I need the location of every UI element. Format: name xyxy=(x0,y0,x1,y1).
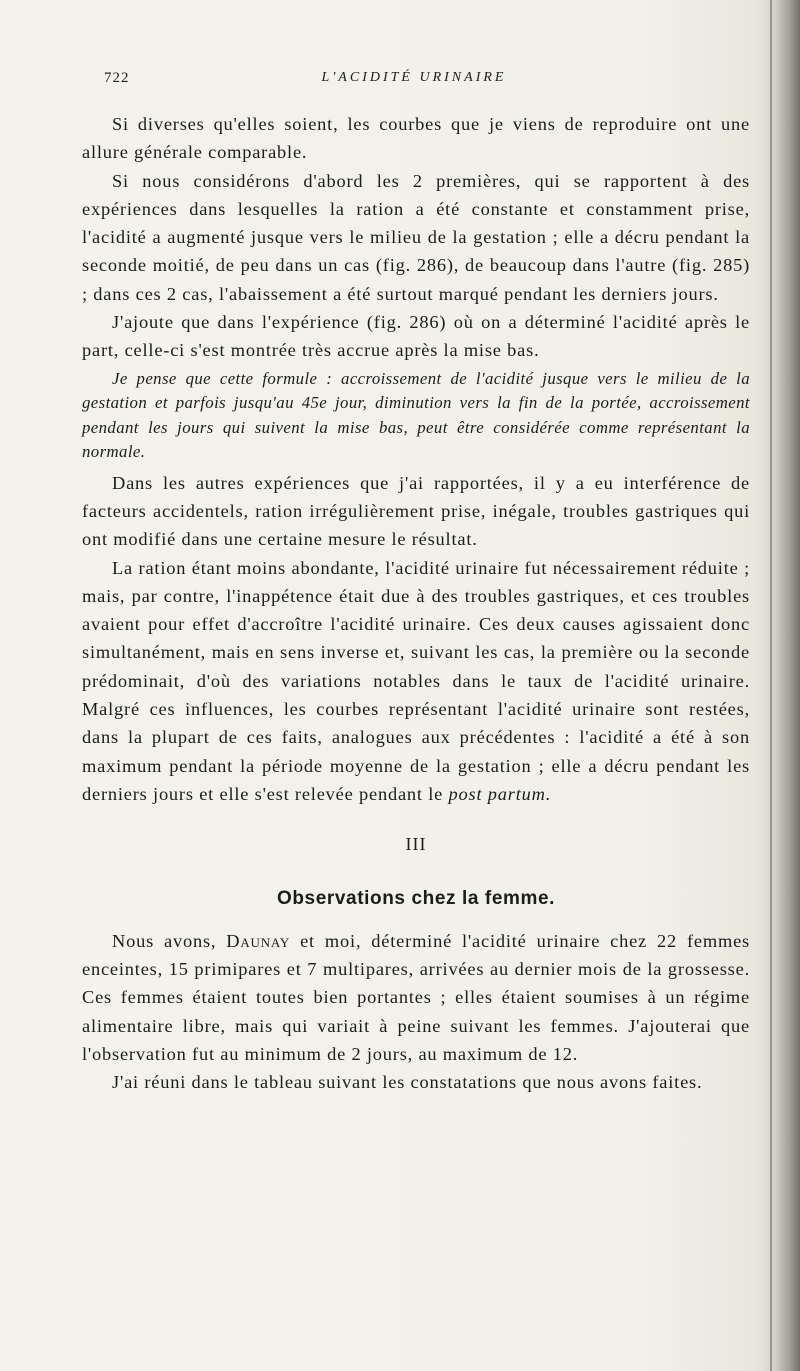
paragraph: Si nous considérons d'abord les 2 premières, qui se rapportent à des expériences dans lesquelles la ration a été constante et constamment prise, l'acidité a augmenté jusque vers le milieu de la gestation ; elle a décru pendant la seconde moitié, de peu dans un cas (fig. 286), de beaucoup dans l'autre (fig. 285) ; dans ces 2 cas, l'abaissement a été surtout marqué pendant les derniers jours. xyxy=(82,170,750,304)
page-header xyxy=(104,70,724,94)
running-title: L'ACIDITÉ URINAIRE xyxy=(321,70,507,85)
page-edge-line xyxy=(770,0,772,1371)
section-title: Observations chez la femme. xyxy=(276,887,556,909)
paragraph xyxy=(82,554,750,809)
paragraph xyxy=(82,927,750,1068)
section-number: III xyxy=(405,834,427,855)
page-number: 722 xyxy=(104,70,130,86)
paragraph-text: La ration étant moins abondante, l'acidité urinaire fut nécessairement réduite ; mais, par contre, l'inappétence était due à des troubles gastriques, et ces troubles avaient pour effet d'accroître l'acidité urinaire. Ces deux causes agissaient donc simultanément, mais en sens inverse et, suivant les cas, la première ou la seconde prédominait, d'où des variations notables dans le taux de l'acidité urinaire. Malgré ces influences, les courbes représentant l'acidité urinaire sont restées, dans la plupart de ces faits, analogues aux précédentes : l'acidité a été à son maximum pendant la période moyenne de la gestation ; elle a décru pendant les derniers jours et elle s'est relevée pendant xyxy=(82,557,750,804)
italic-paragraph: Je pense que cette formule : accroissement de l'acidité jusque vers le milieu de la gestation et parfois jusqu'au 45e jour, diminution vers la fin de la portée, accroissement pendant les jours qui suivent la mise bas, peut être considérée comme représentant la normale. xyxy=(82,368,750,462)
paragraph-text: Nous avons, xyxy=(112,930,217,951)
italic-term: post partum. xyxy=(448,783,552,804)
paragraph-text: le xyxy=(428,783,444,804)
paragraph: Si diverses qu'elles soient, les courbes que je viens de reproduire ont une allure générale comparable. xyxy=(82,114,750,163)
paragraph: J'ajoute que dans l'expérience (fig. 286) où on a déterminé l'acidité après le part, celle-ci s'est montrée très accrue après la mise bas. xyxy=(82,312,750,361)
page-edge-shadow xyxy=(758,0,800,1371)
body-text xyxy=(82,110,750,1097)
paragraph: Dans les autres expériences que j'ai rapportées, il y a eu interférence de facteurs accidentels, ration irrégulièrement prise, inégale, troubles gastriques qui ont modifié dans une certaine mesure le résultat. xyxy=(82,472,750,550)
paragraph: J'ai réuni dans le tableau suivant les constatations que nous avons faites. xyxy=(112,1072,703,1093)
paragraph-text: et moi, déterminé l'acidité urinaire chez 22 femmes enceintes, 15 primipares et 7 multipares, arrivées au dernier mois de la grossesse. Ces femmes étaient toutes bien portantes ; elles étaient soumises à un régime alimentaire libre, mais qui variait à peine suivant les femmes. J'ajouterai que l'observation fut au minimum de 2 jours, au maximum de 12. xyxy=(82,930,750,1065)
author-name: Daunay xyxy=(226,930,291,951)
